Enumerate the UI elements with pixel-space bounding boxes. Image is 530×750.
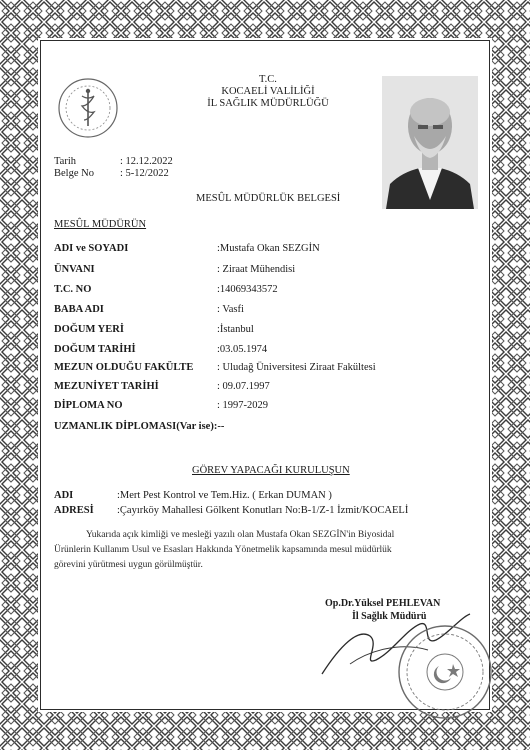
body-text-line-3: görevini yürütmesi uygun görülmüştür. (54, 560, 203, 570)
org-address-value: :Çayırköy Mahallesi Gölkent Konutları No:B-1/Z-1 İzmit/KOCAELİ (117, 505, 409, 516)
ministry-logo (56, 76, 120, 140)
organization-section-title: GÖREV YAPACAĞI KURULUŞUN (192, 465, 350, 476)
field-label-grad-date: MEZUNİYET TARİHİ (54, 381, 159, 392)
doc-no-label: Belge No (54, 168, 94, 179)
body-text-line-2: Ürünlerin Kullanım Usul ve Esasları Hakkında Yönetmelik kapsamında mesul müdürlük (54, 545, 392, 555)
field-label-diploma-no: DİPLOMA NO (54, 400, 123, 411)
field-label-birthdate: DOĞUM TARİHİ (54, 344, 136, 355)
org-name-value: :Mert Pest Kontrol ve Tem.Hiz. ( Erkan DUMAN ) (117, 490, 332, 501)
header-line-2: KOCAELİ VALİLİĞİ (221, 86, 315, 97)
org-address-label: ADRESİ (54, 505, 94, 516)
field-label-tc-no: T.C. NO (54, 284, 92, 295)
field-value-grad-date: : 09.07.1997 (217, 381, 270, 392)
applicant-photo (382, 76, 478, 209)
document-title: MESÛL MÜDÜRLÜK BELGESİ (196, 193, 341, 204)
field-value-birthplace: :İstanbul (217, 324, 254, 335)
manager-section-title: MESÛL MÜDÜRÜN (54, 219, 147, 230)
header-line-1: T.C. (259, 74, 277, 85)
field-label-title: ÜNVANI (54, 264, 95, 275)
doc-no-value: : 5-12/2022 (120, 168, 169, 179)
field-value-father-name: : Vasfi (217, 304, 244, 315)
specialty-diploma: UZMANLIK DİPLOMASI(Var ise):-- (54, 421, 225, 432)
field-label-father-name: BABA ADI (54, 304, 104, 315)
field-value-tc-no: :14069343572 (217, 284, 278, 295)
official-seal-stamp (395, 622, 495, 722)
header-line-3: İL SAĞLIK MÜDÜRLÜĞÜ (207, 98, 329, 109)
date-value: : 12.12.2022 (120, 156, 173, 167)
field-value-diploma-no: : 1997-2029 (217, 400, 269, 411)
field-value-faculty: : Uludağ Üniversitesi Ziraat Fakültesi (217, 362, 376, 373)
field-value-birthdate: :03.05.1974 (217, 344, 268, 355)
field-value-title: : Ziraat Mühendisi (217, 264, 296, 275)
signatory-title: İl Sağlık Müdürü (352, 611, 427, 622)
date-label: Tarih (54, 156, 77, 167)
field-label-birthplace: DOĞUM YERİ (54, 324, 124, 335)
org-name-label: ADI (54, 490, 74, 501)
field-label-name: ADI ve SOYADI (54, 243, 129, 254)
body-text-line-1: Yukarıda açık kimliği ve mesleği yazılı olan Mustafa Okan SEZGİN'in Biyosidal (86, 530, 395, 540)
field-label-faculty: MEZUN OLDUĞU FAKÜLTE (54, 362, 194, 373)
field-value-name: :Mustafa Okan SEZGİN (217, 243, 320, 254)
signatory-name: Op.Dr.Yüksel PEHLEVAN (325, 598, 441, 609)
